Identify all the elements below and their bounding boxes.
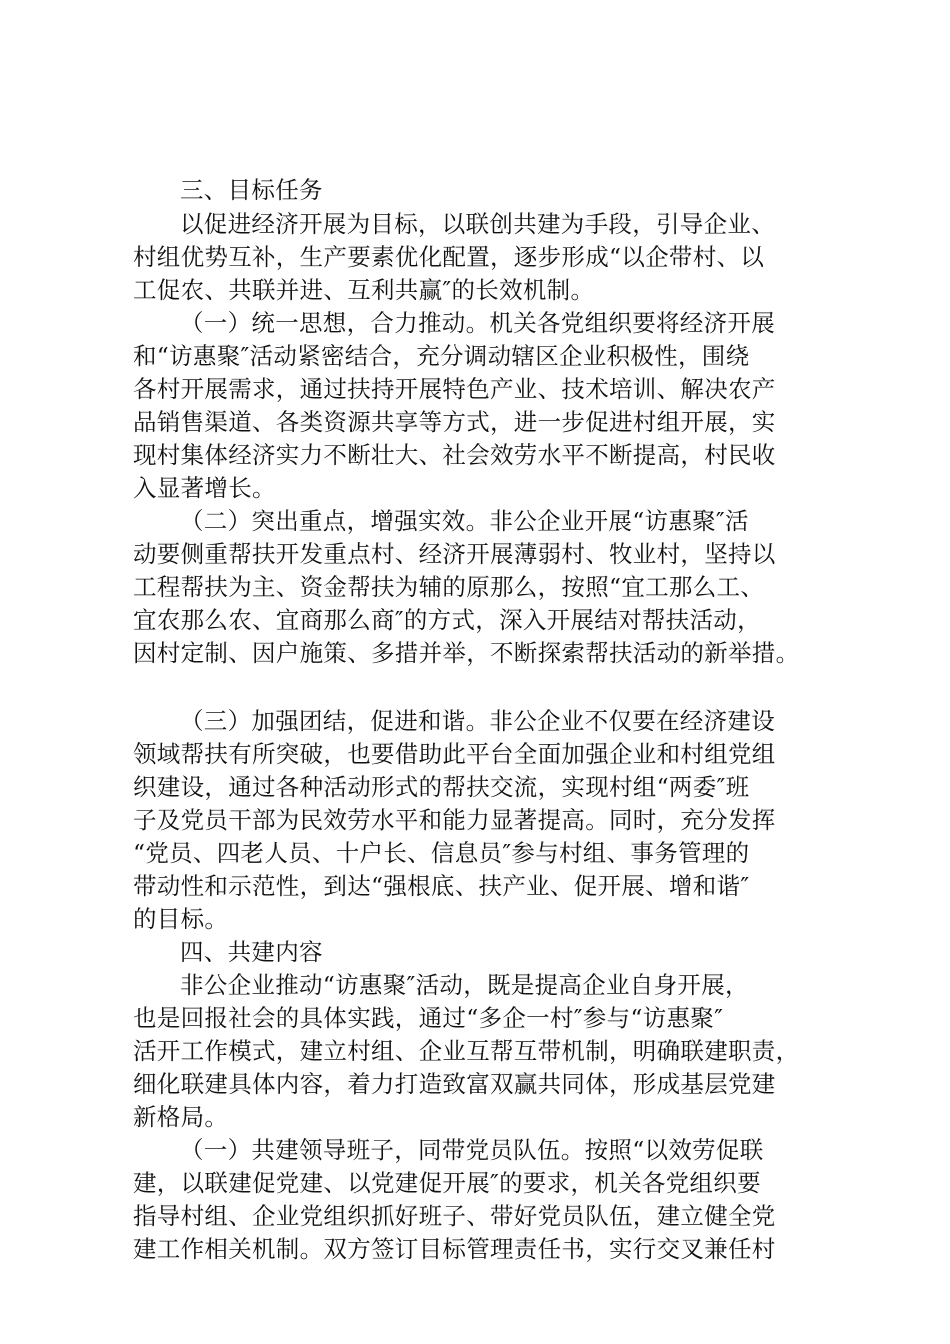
paragraph-line: 动要侧重帮扶开发重点村、经济开展薄弱村、牧业村，坚持以 [133,540,776,568]
paragraph-line: 子及党员干部为民效劳水平和能力显著提高。同时，充分发挥 [133,806,776,834]
subsection-line: （一）共建领导班子，同带党员队伍。按照“以效劳促联 [180,1136,764,1164]
paragraph-line: 非公企业推动“访惠聚″活动，既是提高企业自身开展， [180,971,749,999]
paragraph-line: 以促进经济开展为目标，以联创共建为手段，引导企业、 [180,210,775,238]
paragraph-line: 宜农那么农、宜商那么商″的方式，深入开展结对帮扶活动， [133,606,761,634]
paragraph-line: 指导村组、企业党组织抓好班子、带好党员队伍，建立健全党 [133,1202,776,1230]
paragraph-line: 活开工作模式，建立村组、企业互帮互带机制，明确联建职责， [133,1037,800,1065]
paragraph-line: 新格局。 [133,1103,229,1131]
paragraph-line: 工程帮扶为主、资金帮扶为辅的原那么，按照“宜工那么工、 [133,573,765,601]
paragraph-line: “党员、四老人员、十户长、信息员″参与村组、事务管理的 [133,839,750,867]
paragraph-line: 和“访惠聚″活动紧密结合，充分调动辖区企业积极性，围绕 [133,342,750,370]
paragraph-line: 带动性和示范性，到达“强根底、扶产业、促开展、增和谐″ [133,872,750,900]
paragraph-line: 织建设，通过各种活动形式的帮扶交流，实现村组“两委″班 [133,773,750,801]
subsection-line: （二）突出重点，增强实效。非公企业开展“访惠聚″活 [180,507,749,535]
paragraph-line: 现村集体经济实力不断壮大、社会效劳水平不断提高，村民收 [133,441,776,469]
paragraph-line: 村组优势互补，生产要素优化配置，逐步形成“以企带村、以 [133,243,765,271]
paragraph-line: 因村定制、因户施策、多措并举，不断探索帮扶活动的新举措。 [133,639,800,667]
section-heading: 三、目标任务 [180,176,323,204]
paragraph-line: 工促农、共联并进、互利共赢″的长效机制。 [133,276,595,304]
paragraph-line: 各村开展需求，通过扶持开展特色产业、技术培训、解决农产 [133,375,776,403]
paragraph-line: 领域帮扶有所突破，也要借助此平台全面加强企业和村组党组 [133,740,776,768]
paragraph-line: 建，以联建促党建、以党建促开展″的要求，机关各党组织要 [133,1169,761,1197]
paragraph-line: 也是回报社会的具体实践，通过“多企一村″参与“访惠聚″ [133,1004,724,1032]
paragraph-line: 的目标。 [133,905,229,933]
paragraph-line: 品销售渠道、各类资源共享等方式，进一步促进村组开展，实 [133,408,776,436]
paragraph-line: 细化联建具体内容，着力打造致富双赢共同体，形成基层党建 [133,1070,776,1098]
section-heading: 四、共建内容 [180,938,323,966]
subsection-line: （一）统一思想，合力推动。机关各党组织要将经济开展 [180,309,775,337]
paragraph-line: 建工作相关机制。双方签订目标管理责任书，实行交叉兼任村 [133,1235,776,1263]
subsection-line: （三）加强团结，促进和谐。非公企业不仅要在经济建设 [180,707,775,735]
paragraph-line: 入显著增长。 [133,474,276,502]
